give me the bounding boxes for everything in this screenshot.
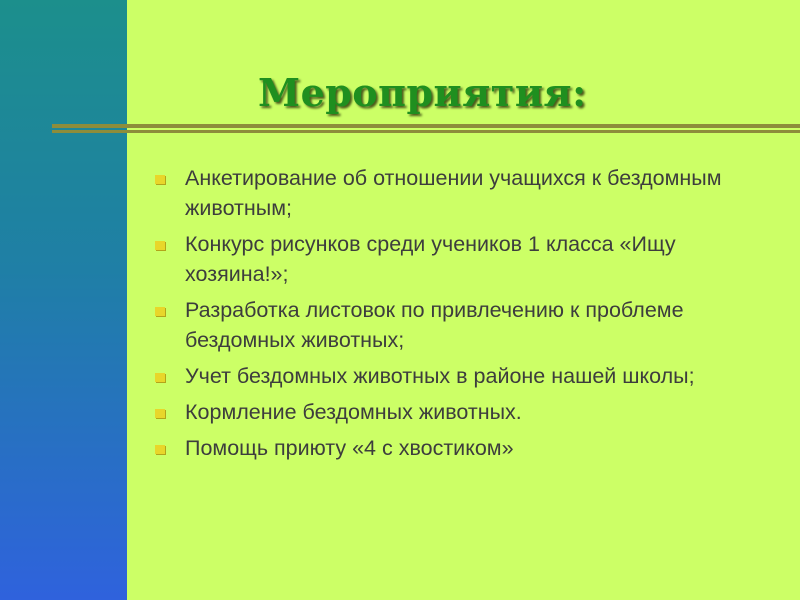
list-item [155,229,775,289]
list-item-text: Анкетирование об отношении учащихся к бездомным животным; [185,166,722,220]
divider-line-top [52,124,800,128]
divider-line-bottom [52,130,800,133]
list-item-text: Кормление бездомных животных. [185,400,522,424]
square-bullet-icon [155,241,165,250]
list-item-text: Помощь приюту «4 с хвостиком» [185,436,514,460]
square-bullet-icon [155,307,165,316]
list-item [155,361,775,391]
square-bullet-icon [155,409,165,418]
list-item [155,295,775,355]
slide-title: Мероприятия: [258,70,587,115]
bullet-list [155,163,775,469]
list-item-text: Учет бездомных животных в районе нашей школы; [185,364,695,388]
title-divider [52,124,800,134]
side-gradient-bar [0,0,127,600]
list-item-text: Разработка листовок по привлечению к проблеме бездомных животных; [185,298,684,352]
square-bullet-icon [155,445,165,454]
list-item [155,433,775,463]
list-item [155,163,775,223]
square-bullet-icon [155,373,165,382]
list-item-text: Конкурс рисунков среди учеников 1 класса «Ищу хозяина!»; [185,232,676,286]
square-bullet-icon [155,175,165,184]
list-item [155,397,775,427]
